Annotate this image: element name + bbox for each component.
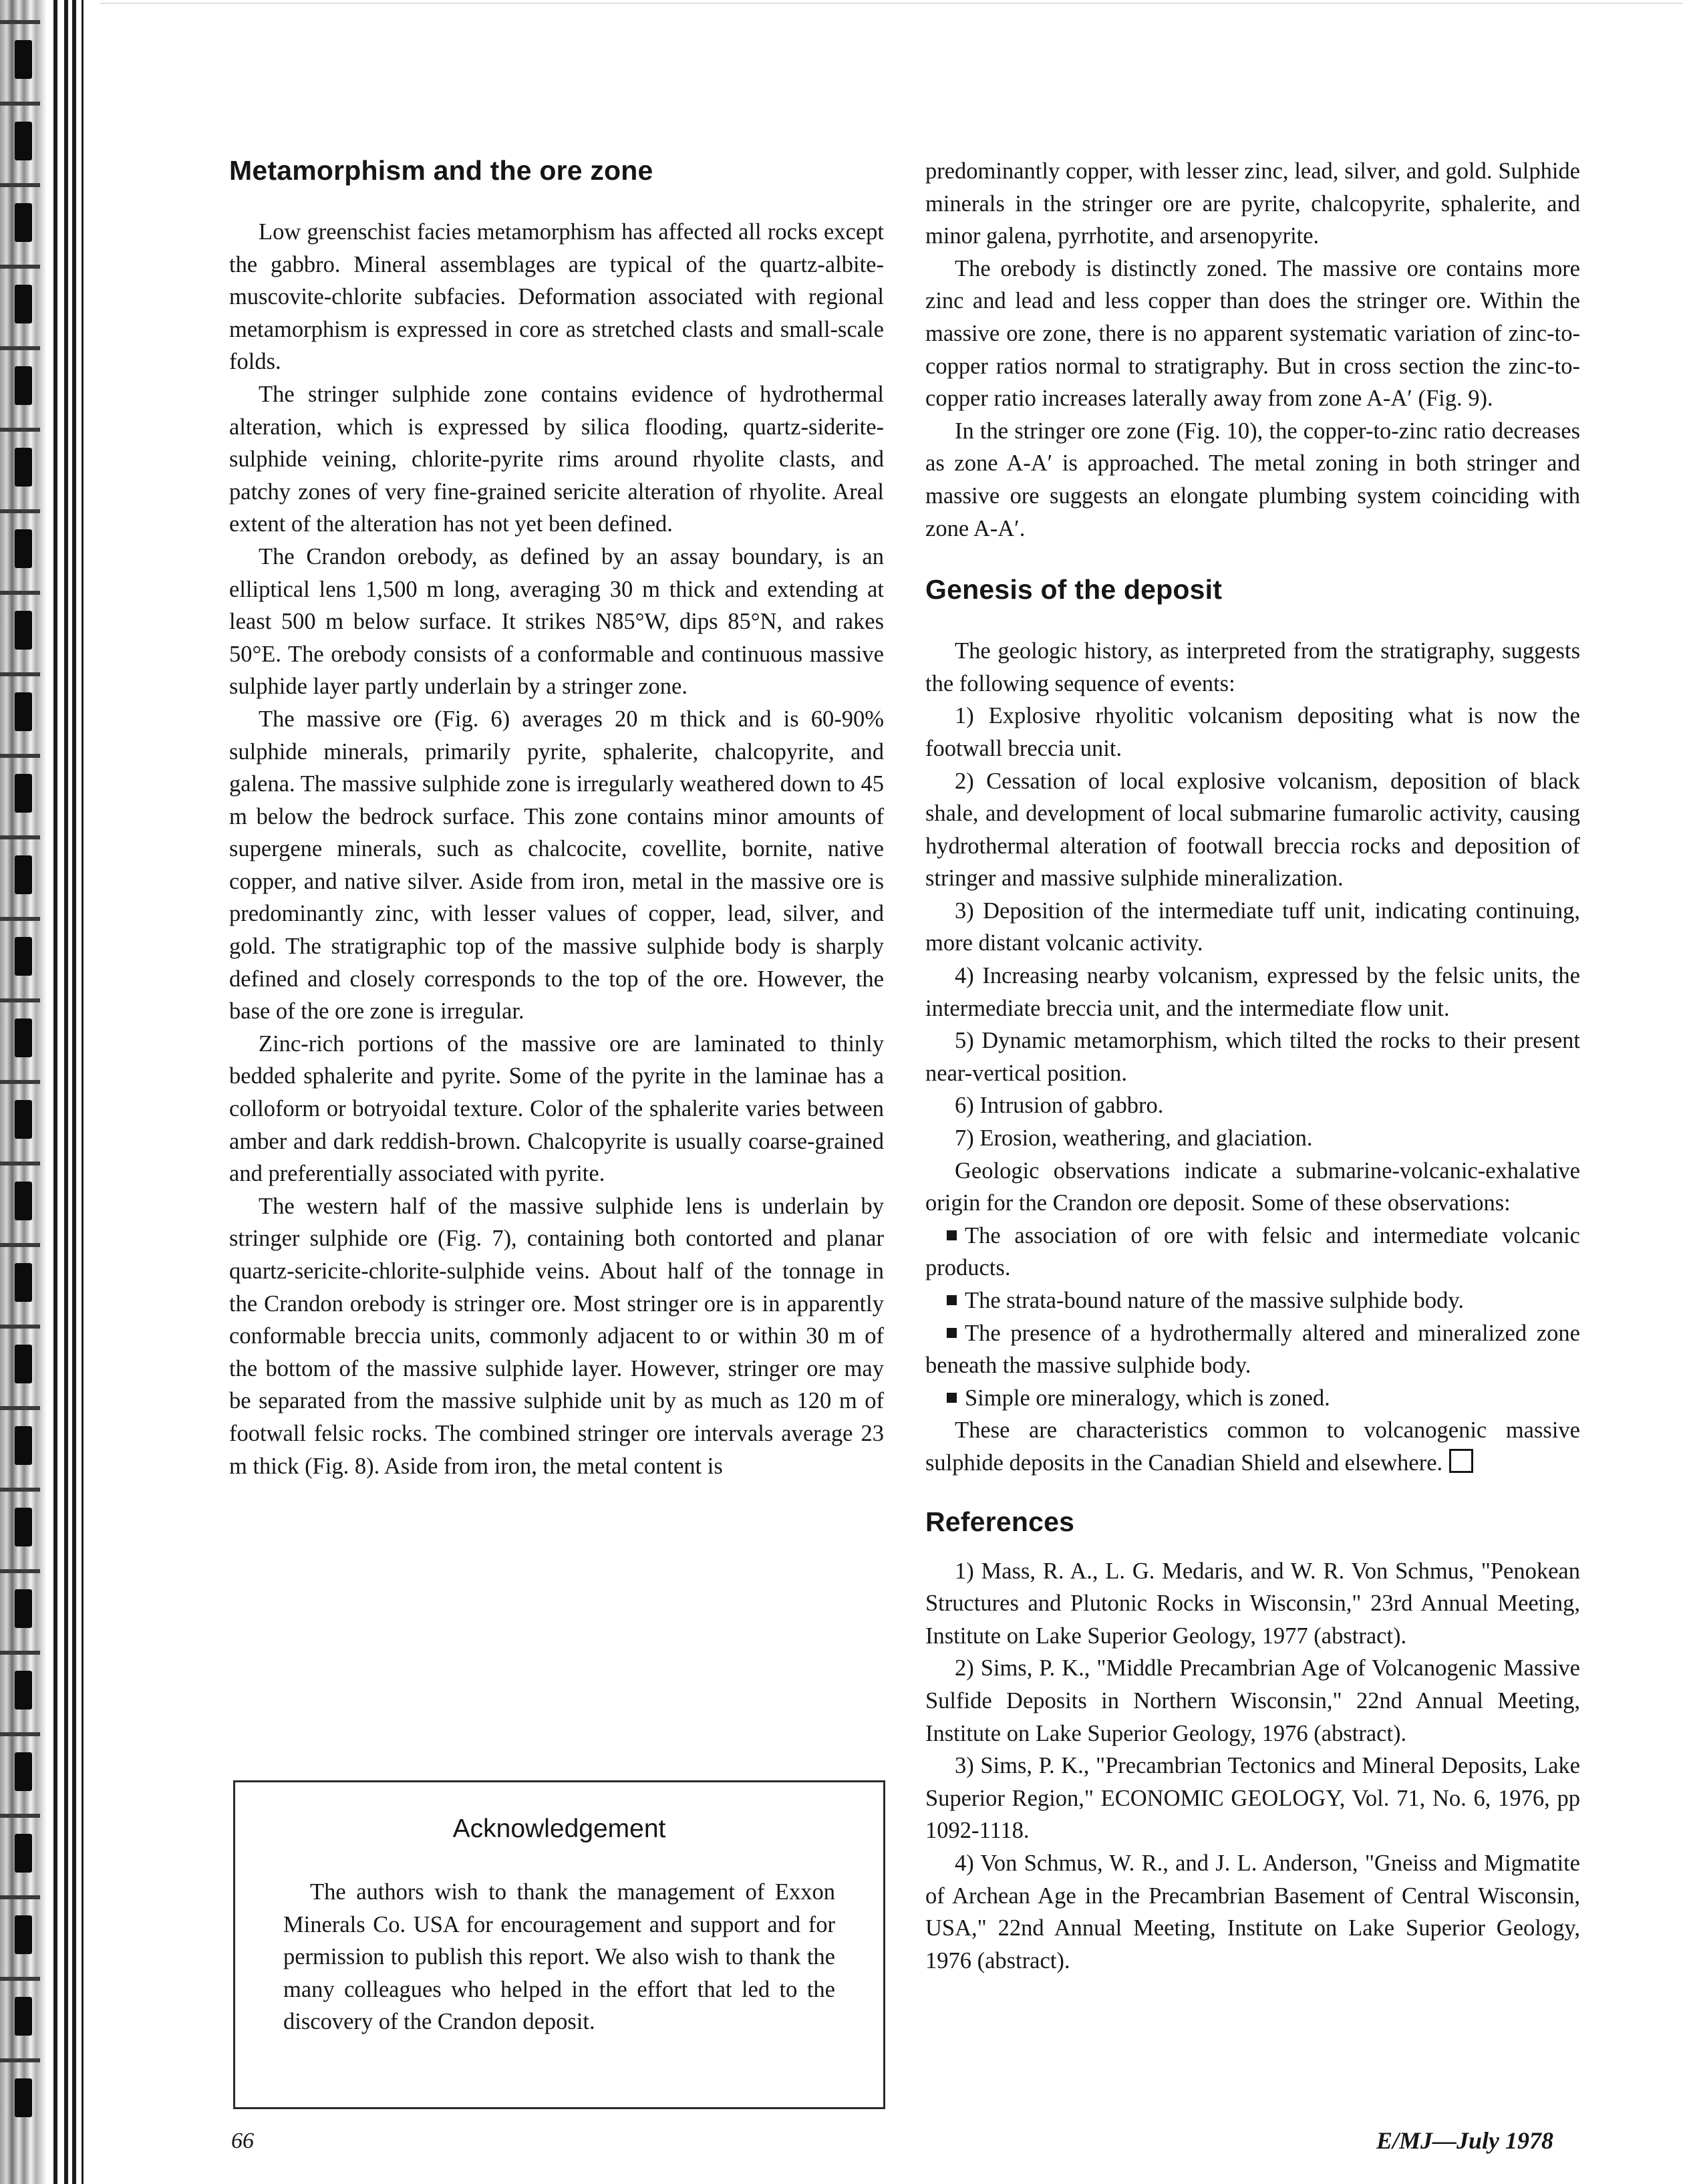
paragraph: The geologic history, as interpreted from the stratigraphy, suggests the following sequence of events: <box>925 638 1580 696</box>
event-item: 2) Cessation of local explosive volcanism, deposition of black shale, and development of local submarine fumarolic activity, causing hydrothermal alteration of footwall breccia rocks and deposition of stringer and massive sulphide mineralization. <box>925 768 1580 892</box>
observation-text: Simple ore mineralogy, which is zoned. <box>965 1385 1330 1411</box>
bullet-square-icon <box>947 1295 957 1305</box>
binding-wire <box>0 1325 40 1329</box>
journal-footer: E/MJ—July 1978 <box>1376 2127 1554 2154</box>
binding-hole <box>15 529 32 568</box>
paragraph: The orebody is distinctly zoned. The massive ore contains more zinc and lead and less copper than does the stringer ore. Within the massive ore zone, there is no apparent systematic variation of zinc-to-copper ratios normal to stratigraphy. But in cross section the zinc-to-copper ratio increases laterally away from zone A-A′ (Fig. 9). <box>925 255 1580 412</box>
binding-wire <box>0 265 40 269</box>
binding-wire <box>0 1488 40 1492</box>
binding-hole <box>15 1018 32 1057</box>
binding-hole <box>15 1100 32 1139</box>
binding-wire <box>0 591 40 595</box>
binding-hole <box>15 611 32 650</box>
paragraph: Geologic observations indicate a submarine-volcanic-exhalative origin for the Crandon ore deposit. Some of these observations: <box>925 1157 1580 1216</box>
left-column <box>229 155 884 1482</box>
binding-wire <box>0 1406 40 1410</box>
observation-item <box>925 1382 1580 1415</box>
binding-wire <box>0 1895 40 1899</box>
event-item: 1) Explosive rhyolitic volcanism depositing what is now the footwall breccia unit. <box>925 703 1580 761</box>
binding-rail <box>82 0 84 2184</box>
binding-hole <box>15 937 32 976</box>
binding-wire <box>0 20 40 24</box>
paragraph: In the stringer ore zone (Fig. 10), the copper-to-zinc ratio decreases as zone A-A′ is approached. The metal zoning in both stringer and massive ore suggests an elongate plumbing system coinciding with zone A-A′. <box>925 418 1580 541</box>
top-edge-line <box>100 3 1683 4</box>
page-number: 66 <box>231 2129 254 2153</box>
paragraph: The Crandon orebody, as defined by an assay boundary, is an elliptical lens 1,500 m long, averaging 30 m thick and extending at least 500 m below surface. It strikes N85°W, dips 85°N, and rakes 50°E. The orebody consists of a conformable and continuous massive sulphide layer partly underlain by a stringer zone. <box>229 543 884 700</box>
binding-hole <box>15 1997 32 2036</box>
end-of-article-icon <box>1449 1449 1473 1473</box>
binding-wire <box>0 1162 40 1166</box>
binding-wire <box>0 1651 40 1655</box>
paragraph: The massive ore (Fig. 6) averages 20 m thick and is 60-90% sulphide minerals, primarily pyrite, sphalerite, chalcopyrite, and galena. The massive sulphide zone is irregularly weathered down to 45 m below the bedrock surface. This zone contains minor amounts of supergene minerals, such as chalcocite, covellite, bornite, native copper, and native silver. Aside from iron, metal in the massive ore is predominantly zinc, with lesser values of copper, lead, silver, and gold. The stratigraphic top of the massive sulphide body is sharply defined and closely corresponds to the top of the ore. However, the base of the ore zone is irregular. <box>229 706 884 1025</box>
binding-hole <box>15 1345 32 1383</box>
paragraph: The stringer sulphide zone contains evidence of hydrothermal alteration, which is expressed by silica flooding, quartz-siderite-sulphide veining, chlorite-pyrite rims around rhyolite clasts, and patchy zones of very fine-grained sericite alteration of rhyolite. Areal extent of the alteration has not yet been defined. <box>229 381 884 537</box>
binding-wire <box>0 672 40 676</box>
binding-hole <box>15 1508 32 1546</box>
binding-hole <box>15 1426 32 1465</box>
binding-hole <box>15 1263 32 1302</box>
binding-rail <box>72 0 76 2184</box>
bullet-square-icon <box>947 1328 957 1338</box>
binding-hole <box>15 40 32 79</box>
reference-item: 2) Sims, P. K., "Middle Precambrian Age of Volcanogenic Massive Sulfide Deposits in Northern Wisconsin," 22nd Annual Meeting, Institute on Lake Superior Geology, 1976 (abstract). <box>925 1655 1580 1746</box>
binding-hole <box>15 855 32 894</box>
binding-hole <box>15 774 32 813</box>
binding-hole <box>15 1671 32 1710</box>
section-heading-metamorphism: Metamorphism and the ore zone <box>229 155 653 186</box>
spiral-binding <box>0 0 94 2184</box>
binding-hole <box>15 366 32 405</box>
event-item: 7) Erosion, weathering, and glaciation. <box>955 1125 1313 1151</box>
binding-rail <box>64 0 68 2184</box>
event-item: 5) Dynamic metamorphism, which tilted the rocks to their present near-vertical position. <box>925 1028 1580 1086</box>
binding-wire <box>0 509 40 513</box>
observation-text: The presence of a hydrothermally altered and mineralized zone beneath the massive sulphide body. <box>925 1320 1580 1379</box>
binding-hole <box>15 692 32 731</box>
observation-text: The strata-bound nature of the massive sulphide body. <box>965 1288 1464 1313</box>
binding-hole <box>15 448 32 487</box>
binding-wire <box>0 835 40 839</box>
event-item: 4) Increasing nearby volcanism, expressed by the felsic units, the intermediate breccia unit, and the intermediate flow unit. <box>925 963 1580 1021</box>
binding-hole <box>15 1915 32 1954</box>
observation-text: The association of ore with felsic and intermediate volcanic products. <box>925 1222 1580 1281</box>
binding-hole <box>15 285 32 323</box>
paragraph-continuation: predominantly copper, with lesser zinc, lead, silver, and gold. Sulphide minerals in the stringer ore are pyrite, chalcopyrite, sphalerite, and minor galena, pyrrhotite, and arsenopyrite. <box>925 158 1580 249</box>
paragraph: Zinc-rich portions of the massive ore are laminated to thinly bedded sphalerite and pyrite. Some of the pyrite in the laminae has a colloform or botryoidal texture. Color of the sphalerite varies between amber and dark reddish-brown. Chalcopyrite is usually coarse-grained and preferentially associated with pyrite. <box>229 1031 884 1187</box>
binding-wire <box>0 1732 40 1736</box>
binding-wire <box>0 102 40 106</box>
reference-item: 4) Von Schmus, W. R., and J. L. Anderson, "Gneiss and Migmatite of Archean Age in the Precambrian Basement of Central Wisconsin, USA," 22nd Annual Meeting, Institute on Lake Superior Geology, 1976 (abstract). <box>925 1850 1580 1973</box>
binding-wire <box>0 1243 40 1247</box>
section-heading-genesis: Genesis of the deposit <box>925 574 1223 605</box>
binding-wire <box>0 428 40 432</box>
paragraph: The western half of the massive sulphide lens is underlain by stringer sulphide ore (Fig. 7), containing both contorted and planar quartz-sericite-chlorite-sulphide veins. About half of the tonnage in the Crandon orebody is stringer ore. Most stringer ore is in apparently conformable breccia units, commonly adjacent to or within 30 m of the bottom of the massive sulphide layer. However, stringer ore may be separated from the massive sulphide unit by as much as 120 m of footwall felsic rocks. The combined stringer ore intervals average 23 m thick (Fig. 8). Aside from iron, the metal content is <box>229 1193 884 1479</box>
binding-hole <box>15 203 32 242</box>
paragraph: Low greenschist facies metamorphism has affected all rocks except the gabbro. Mineral assemblages are typical of the quartz-albite-muscovite-chlorite subfacies. Deformation associated with regional metamorphism is expressed in core as stretched clasts and small-scale folds. <box>229 219 884 375</box>
binding-wire <box>0 754 40 758</box>
bullet-square-icon <box>947 1393 957 1403</box>
binding-wire <box>0 183 40 187</box>
event-item: 6) Intrusion of gabbro. <box>955 1093 1164 1119</box>
binding-rail <box>53 0 57 2184</box>
right-column <box>925 155 1580 1977</box>
binding-wire <box>0 346 40 350</box>
acknowledgement-box <box>233 1780 885 2109</box>
binding-hole <box>15 1589 32 1628</box>
reference-item: 1) Mass, R. A., L. G. Medaris, and W. R. Von Schmus, "Penokean Structures and Plutonic Rocks in Wisconsin," 23rd Annual Meeting, Institute on Lake Superior Geology, 1977 (abstract). <box>925 1558 1580 1649</box>
binding-wire <box>0 998 40 1002</box>
observation-item <box>925 1284 1580 1317</box>
binding-hole <box>15 2078 32 2117</box>
binding-wire <box>0 2058 40 2062</box>
acknowledgement-heading: Acknowledgement <box>452 1814 666 1843</box>
binding-hole <box>15 1182 32 1220</box>
reference-item: 3) Sims, P. K., "Precambrian Tectonics and Mineral Deposits, Lake Superior Region," ECONOMIC GEOLOGY, Vol. 71, No. 6, 1976, pp 1092-1118. <box>925 1753 1580 1844</box>
binding-wire <box>0 1569 40 1573</box>
conclusion-text: These are characteristics common to volcanogenic massive sulphide deposits in the Canadian Shield and elsewhere. <box>925 1417 1580 1476</box>
observation-item <box>925 1220 1580 1284</box>
bullet-square-icon <box>947 1230 957 1240</box>
observation-item <box>925 1317 1580 1382</box>
event-item: 3) Deposition of the intermediate tuff unit, indicating continuing, more distant volcanic activity. <box>925 898 1580 956</box>
acknowledgement-text: The authors wish to thank the management of Exxon Minerals Co. USA for encouragement and support and for permission to publish this report. We also wish to thank the many colleagues who helped in the effort that led to the discovery of the Crandon deposit. <box>283 1879 835 2035</box>
binding-hole <box>15 1834 32 1873</box>
section-heading-references: References <box>925 1506 1075 1537</box>
binding-wire <box>0 1080 40 1084</box>
binding-wire <box>0 1977 40 1981</box>
paragraph-conclusion <box>925 1414 1580 1479</box>
binding-hole <box>15 122 32 160</box>
binding-hole <box>15 1752 32 1791</box>
binding-wire <box>0 1814 40 1818</box>
binding-wire <box>0 917 40 921</box>
